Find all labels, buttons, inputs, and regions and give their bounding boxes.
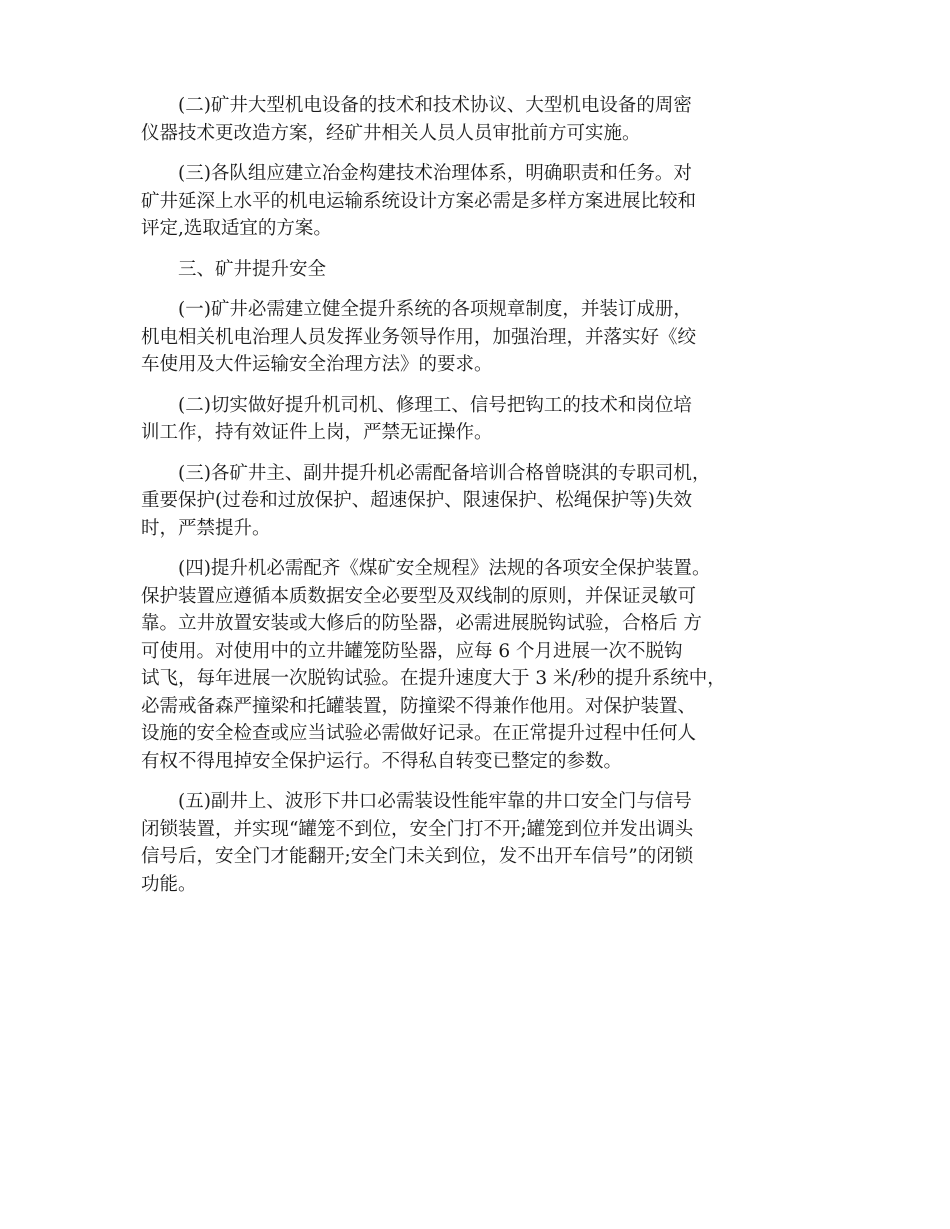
text-line: (五)副井上、波形下井口必需装设性能牢靠的井口安全门与信号 [178, 791, 692, 812]
text-line: 评定,选取适宜的方案。 [141, 218, 332, 239]
text-line: 闭锁装置，并实现“罐笼不到位，安全门打不开;罐笼到位并发出调头 [141, 818, 694, 840]
paragraph-8 [141, 788, 811, 898]
text-line: 时，严禁提升。 [141, 517, 271, 539]
text-line: 功能。 [141, 873, 197, 895]
text-line: 车使用及大件运输安全治理方法》的要求。 [141, 354, 493, 375]
text-line: (二)矿井大型机电设备的技术和技术协议、大型机电设备的周密 [178, 95, 692, 116]
paragraph-4 [141, 296, 811, 379]
paragraph-5 [141, 392, 811, 447]
text-line: (三)各矿井主、副井提升机必需配备培训合格曾晓淇的专职司机， [178, 462, 711, 484]
text-line: 靠。立井放置安装或大修后的防坠器，必需进展脱钩试验，合格后 方 [141, 613, 702, 634]
text-line: (二)切实做好提升机司机、修理工、信号把钩工的技术和岗位培 [178, 394, 692, 416]
text-line: 必需戒备森严撞梁和托罐装置，防撞梁不得兼作他用。对保护装置、 [141, 695, 697, 717]
text-line: 试飞，每年进展一次脱钩试验。在提升速度大于 3 米/秒的提升系统中， [141, 668, 726, 689]
text-line: 仪器技术更改造方案，经矿井相关人员人员审批前方可实施。 [141, 122, 641, 144]
paragraph-2 [141, 160, 811, 243]
text-line: (三)各队组应建立冶金构建技术治理体系，明确职责和任务。对 [178, 163, 692, 184]
text-line: 机电相关机电治理人员发挥业务领导作用，加强治理，并落实好《绞 [141, 326, 697, 348]
paragraph-7 [141, 555, 811, 775]
text-line: 设施的安全检查或应当试验必需做好记录。在正常提升过程中任何人 [141, 723, 697, 744]
text-line: (四)提升机必需配齐《煤矿安全规程》法规的各项安全保护装置。 [178, 558, 711, 579]
section-heading [141, 256, 811, 284]
text-line: 矿井延深上水平的机电运输系统设计方案必需是多样方案进展比较和 [141, 190, 697, 212]
text-line: 训工作，持有效证件上岗，严禁无证操作。 [141, 422, 493, 443]
paragraph-1 [141, 92, 811, 147]
text-line: (一)矿井必需建立健全提升系统的各项规章制度，并装订成册， [178, 299, 692, 320]
text-line: 有权不得甩掉安全保护运行。不得私自转变已整定的参数。 [141, 750, 623, 772]
paragraph-6 [141, 460, 811, 543]
document-body [141, 92, 811, 911]
text-line: 重要保护(过卷和过放保护、超速保护、限速保护、松绳保护等)失效 [141, 490, 692, 511]
text-line: 三、矿井提升安全 [178, 258, 327, 280]
text-line: 可使用。对使用中的立井罐笼防坠器，应每 6 个月进展一次不脱钩 [141, 640, 683, 662]
text-line: 保护装置应遵循本质数据安全必要型及双线制的原则，并保证灵敏可 [141, 585, 697, 607]
text-line: 信号后，安全门才能翻开;安全门未关到位，发不出开车信号”的闭锁 [141, 846, 694, 867]
